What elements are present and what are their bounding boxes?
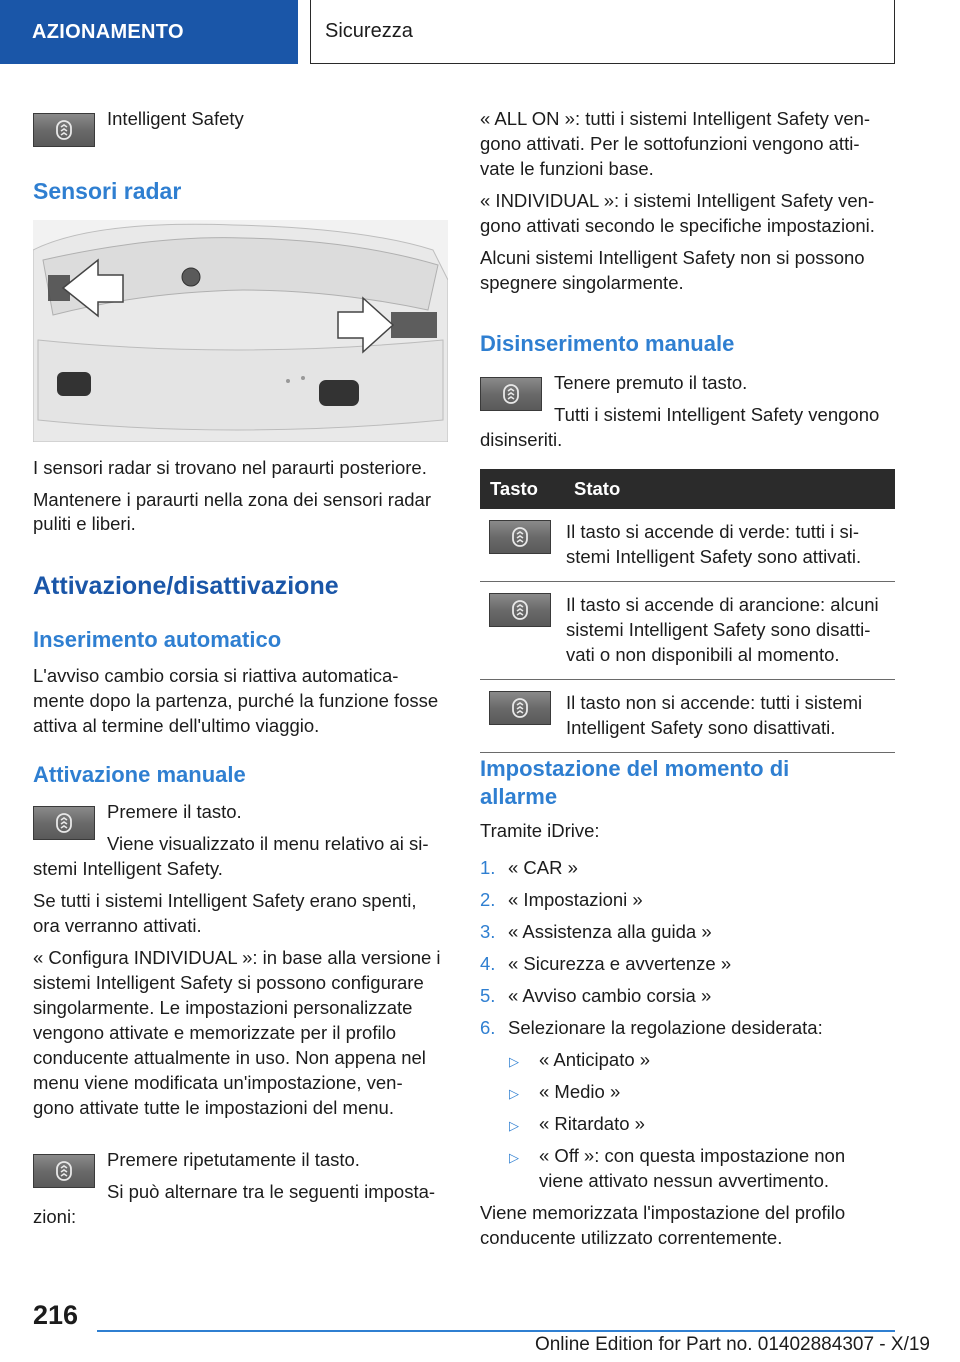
option-off-line-2: viene attivato nessun avvertimento. bbox=[539, 1170, 829, 1191]
table-row bbox=[480, 680, 895, 753]
para-alternare-1: Si può alternare tra le seguenti imposta- bbox=[107, 1181, 436, 1202]
option-text: « Anticipato » bbox=[539, 1049, 651, 1070]
para-memo-1: Viene memorizzata l'impostazione del profilo bbox=[480, 1202, 846, 1223]
para-sensori-1: I sensori radar si trovano nel paraurti posteriore. bbox=[33, 457, 427, 478]
step-number: 3. bbox=[480, 921, 496, 942]
para-config-4: vengono attivate e memorizzate per il profilo bbox=[33, 1022, 396, 1043]
table-row bbox=[480, 582, 895, 680]
para-alcuni-1: Alcuni sistemi Intelligent Safety non si possono bbox=[480, 247, 865, 268]
para-individual-1: « INDIVIDUAL »: i sistemi Intelligent Safety ven- bbox=[480, 190, 875, 211]
para-memo-2: conducente utilizzato correntemente. bbox=[480, 1227, 783, 1248]
col-stato: Stato bbox=[574, 478, 621, 499]
step-number: 5. bbox=[480, 985, 496, 1006]
heading-attivazione: Attivazione/disattivazione bbox=[33, 572, 339, 600]
list-item bbox=[480, 983, 711, 1008]
list-item bbox=[480, 855, 578, 880]
page-number: 216 bbox=[33, 1300, 79, 1330]
intelligent-safety-button-icon bbox=[489, 691, 551, 725]
heading-attivazione-manuale: Attivazione manuale bbox=[33, 762, 246, 787]
para-tutti-1: Tutti i sistemi Intelligent Safety vengono bbox=[554, 404, 880, 425]
intelligent-safety-button-icon bbox=[489, 593, 551, 627]
heading-sensori-radar: Sensori radar bbox=[33, 178, 182, 204]
step-text: Selezionare la regolazione desiderata: bbox=[508, 1017, 823, 1038]
para-tenere: Tenere premuto il tasto. bbox=[554, 372, 748, 393]
para-spenti-1: Se tutti i sistemi Intelligent Safety erano spenti, bbox=[33, 890, 417, 911]
step-text: « CAR » bbox=[508, 857, 578, 878]
option-text: « Medio » bbox=[539, 1081, 621, 1102]
row-2-line-2: sistemi Intelligent Safety sono disatti- bbox=[566, 619, 871, 640]
step-text: « Impostazioni » bbox=[508, 889, 643, 910]
option-text: « Ritardato » bbox=[539, 1113, 645, 1134]
triangle-bullet-icon: ▷ bbox=[509, 1118, 519, 1133]
para-individual-2: gono attivati secondo le specifiche impostazioni. bbox=[480, 215, 875, 236]
section-tab bbox=[0, 0, 298, 64]
heading-impostazione-line-2: allarme bbox=[480, 784, 558, 809]
table-header bbox=[480, 469, 895, 509]
list-item bbox=[480, 919, 712, 944]
step-number: 4. bbox=[480, 953, 496, 974]
step-number: 6. bbox=[480, 1017, 496, 1038]
row-2-line-3: vati o non disponibili al momento. bbox=[566, 644, 840, 665]
row-3-line-2: Intelligent Safety sono disattivati. bbox=[566, 717, 836, 738]
button-status-table bbox=[480, 469, 895, 753]
intelligent-safety-button-icon bbox=[489, 520, 551, 554]
para-ins-1: L'avviso cambio corsia si riattiva automatica- bbox=[33, 665, 399, 686]
para-allon-2: gono attivati. Per le sottofunzioni vengono atti- bbox=[480, 133, 860, 154]
triangle-bullet-icon: ▷ bbox=[509, 1054, 519, 1069]
intelligent-safety-caption: Intelligent Safety bbox=[107, 108, 244, 129]
heading-disinserimento: Disinserimento manuale bbox=[480, 331, 735, 356]
para-config-6: menu viene modificata un'impostazione, ven- bbox=[33, 1072, 403, 1093]
para-sensori-2a: Mantenere i paraurti nella zona dei sensori radar bbox=[33, 489, 431, 510]
para-ins-3: attiva al termine dell'ultimo viaggio. bbox=[33, 715, 320, 736]
para-premere: Premere il tasto. bbox=[107, 801, 242, 822]
intelligent-safety-button-icon bbox=[33, 806, 95, 840]
list-item bbox=[480, 951, 731, 976]
step-number: 2. bbox=[480, 889, 496, 910]
chapter-title: Sicurezza bbox=[325, 20, 413, 42]
list-item bbox=[480, 1015, 823, 1040]
para-ins-2: mente dopo la partenza, purché la funzione fosse bbox=[33, 690, 439, 711]
edition-note: Online Edition for Part no. 01402884307 - X/19 bbox=[534, 1334, 930, 1355]
table-row bbox=[480, 509, 895, 582]
step-text: « Avviso cambio corsia » bbox=[508, 985, 712, 1006]
step-text: « Assistenza alla guida » bbox=[508, 921, 712, 942]
step-text: « Sicurezza e avvertenze » bbox=[508, 953, 732, 974]
step-number: 1. bbox=[480, 857, 496, 878]
heading-impostazione-line-1: Impostazione del momento di bbox=[480, 756, 790, 781]
para-config-2: sistemi Intelligent Safety si possono configurare bbox=[33, 972, 424, 993]
para-config-7: gono attivate tutte le impostazioni del menu. bbox=[33, 1097, 394, 1118]
para-allon-3: vate le funzioni base. bbox=[480, 158, 654, 179]
para-tutti-2: disinseriti. bbox=[480, 429, 563, 450]
row-1-line-1: Il tasto si accende di verde: tutti i si- bbox=[566, 521, 860, 542]
option-item bbox=[509, 1111, 645, 1138]
triangle-bullet-icon: ▷ bbox=[509, 1086, 519, 1101]
footer-rule bbox=[97, 1330, 895, 1332]
para-alternare-2: zioni: bbox=[33, 1206, 77, 1227]
heading-impostazione bbox=[480, 755, 789, 811]
para-menu-1: Viene visualizzato il menu relativo ai si- bbox=[107, 833, 429, 854]
chapter-tab bbox=[310, 0, 895, 64]
section-title: AZIONAMENTO bbox=[32, 20, 184, 43]
para-config-1: « Configura INDIVIDUAL »: in base alla versione i bbox=[33, 947, 441, 968]
para-alcuni-2: spegnere singolarmente. bbox=[480, 272, 684, 293]
heading-inserimento: Inserimento automatico bbox=[33, 627, 282, 652]
row-1-line-2: stemi Intelligent Safety sono attivati. bbox=[566, 546, 862, 567]
car-rear-radar-image bbox=[33, 220, 448, 442]
para-config-5: conducente attualmente in uso. Non appena nel bbox=[33, 1047, 426, 1068]
para-menu-2: stemi Intelligent Safety. bbox=[33, 858, 223, 879]
col-tasto: Tasto bbox=[490, 478, 538, 499]
para-config-3: singolarmente. Le impostazioni personalizzate bbox=[33, 997, 413, 1018]
row-2-line-1: Il tasto si accende di arancione: alcuni bbox=[566, 594, 879, 615]
para-sensori-2b: puliti e liberi. bbox=[33, 513, 136, 534]
triangle-bullet-icon: ▷ bbox=[509, 1150, 519, 1165]
para-tramite: Tramite iDrive: bbox=[480, 820, 600, 841]
intelligent-safety-button-icon bbox=[33, 1154, 95, 1188]
intelligent-safety-button-icon bbox=[480, 377, 542, 411]
para-spenti-2: ora verranno attivati. bbox=[33, 915, 202, 936]
para-ripetut: Premere ripetutamente il tasto. bbox=[107, 1149, 360, 1170]
option-item bbox=[509, 1079, 620, 1106]
row-3-line-1: Il tasto non si accende: tutti i sistemi bbox=[566, 692, 863, 713]
list-item bbox=[480, 887, 643, 912]
option-text: « Off »: con questa impostazione non bbox=[539, 1145, 846, 1166]
option-item bbox=[509, 1143, 845, 1170]
option-item bbox=[509, 1047, 650, 1074]
para-allon-1: « ALL ON »: tutti i sistemi Intelligent Safety ven- bbox=[480, 108, 871, 129]
intelligent-safety-button-icon bbox=[33, 113, 95, 147]
